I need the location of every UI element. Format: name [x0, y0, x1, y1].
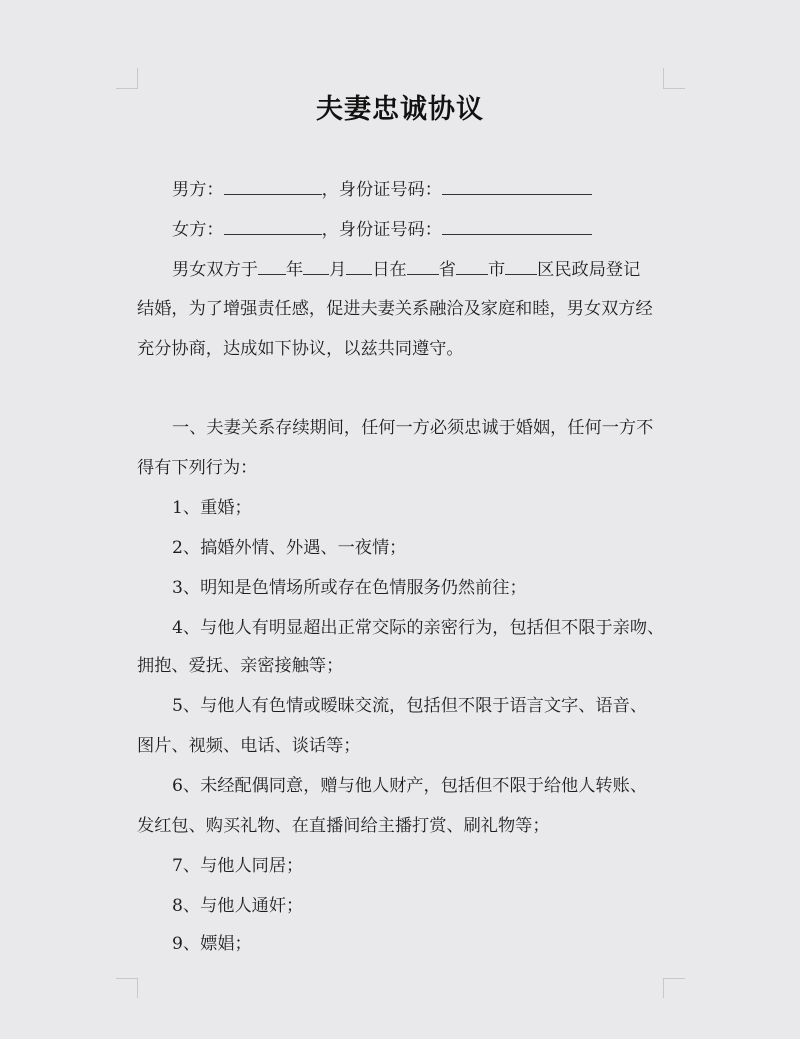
male-id-label: ，身份证号码： [321, 180, 442, 200]
intro-text-end: 区民政局登记 [537, 260, 641, 280]
intro-line-2: 结婚，为了增强责任感，促进夫妻关系融洽及家庭和睦，男女双方经 [137, 299, 653, 319]
item-7: 7、与他人同居； [172, 856, 304, 876]
month-blank [303, 257, 329, 275]
year-blank [258, 257, 286, 275]
female-id-blank [442, 217, 592, 235]
crop-mark-top-right-v [663, 68, 664, 88]
intro-line-1 [172, 257, 640, 282]
province-blank [407, 257, 439, 275]
year-label: 年 [285, 260, 304, 280]
item-8: 8、与他人通奸； [172, 896, 304, 916]
intro-text-a: 男女双方于 [172, 260, 258, 280]
day-label: 日在 [372, 260, 407, 280]
province-label: 省 [438, 260, 456, 280]
female-id-label: ，身份证号码： [321, 220, 442, 240]
crop-mark-top-left-h [116, 88, 138, 89]
item-1: 1、重婚； [172, 498, 252, 518]
crop-mark-bottom-left-v [137, 978, 138, 998]
document-title: 夫妻忠诚协议 [316, 94, 484, 125]
item-6-line-1: 6、未经配偶同意，赠与他人财产，包括但不限于给他人转账、 [172, 776, 648, 796]
month-label: 月 [329, 260, 347, 280]
male-label: 男方： [172, 180, 224, 200]
section1-line-1: 一、夫妻关系存续期间，任何一方必须忠诚于婚姻，任何一方不 [172, 418, 654, 438]
item-3: 3、明知是色情场所或存在色情服务仍然前往； [172, 578, 527, 598]
item-5-line-2: 图片、视频、电话、谈话等； [137, 736, 361, 756]
female-label: 女方： [172, 220, 224, 240]
crop-mark-bottom-right-v [663, 978, 664, 998]
item-9: 9、嫖娼； [172, 934, 252, 954]
male-party-line [172, 177, 592, 202]
male-name-blank [224, 177, 322, 195]
male-id-blank [442, 177, 592, 195]
item-6-line-2: 发红包、购买礼物、在直播间给主播打赏、刷礼物等； [137, 816, 550, 836]
district-blank [505, 257, 537, 275]
female-party-line [172, 217, 592, 242]
city-blank [456, 257, 488, 275]
item-4-line-2: 拥抱、爱抚、亲密接触等； [137, 656, 344, 676]
crop-mark-top-right-h [663, 88, 685, 89]
item-4-line-1: 4、与他人有明显超出正常交际的亲密行为，包括但不限于亲吻、 [172, 618, 665, 638]
intro-line-3: 充分协商，达成如下协议，以兹共同遵守。 [137, 339, 464, 359]
crop-mark-bottom-right-h [663, 978, 685, 979]
item-2: 2、搞婚外情、外遇、一夜情； [172, 538, 407, 558]
female-name-blank [224, 217, 322, 235]
crop-mark-top-left-v [137, 68, 138, 88]
crop-mark-bottom-left-h [116, 978, 138, 979]
day-blank [346, 257, 372, 275]
item-5-line-1: 5、与他人有色情或暧昧交流，包括但不限于语言文字、语音、 [172, 696, 648, 716]
section1-line-2: 得有下列行为： [137, 458, 258, 478]
city-label: 市 [487, 260, 506, 280]
